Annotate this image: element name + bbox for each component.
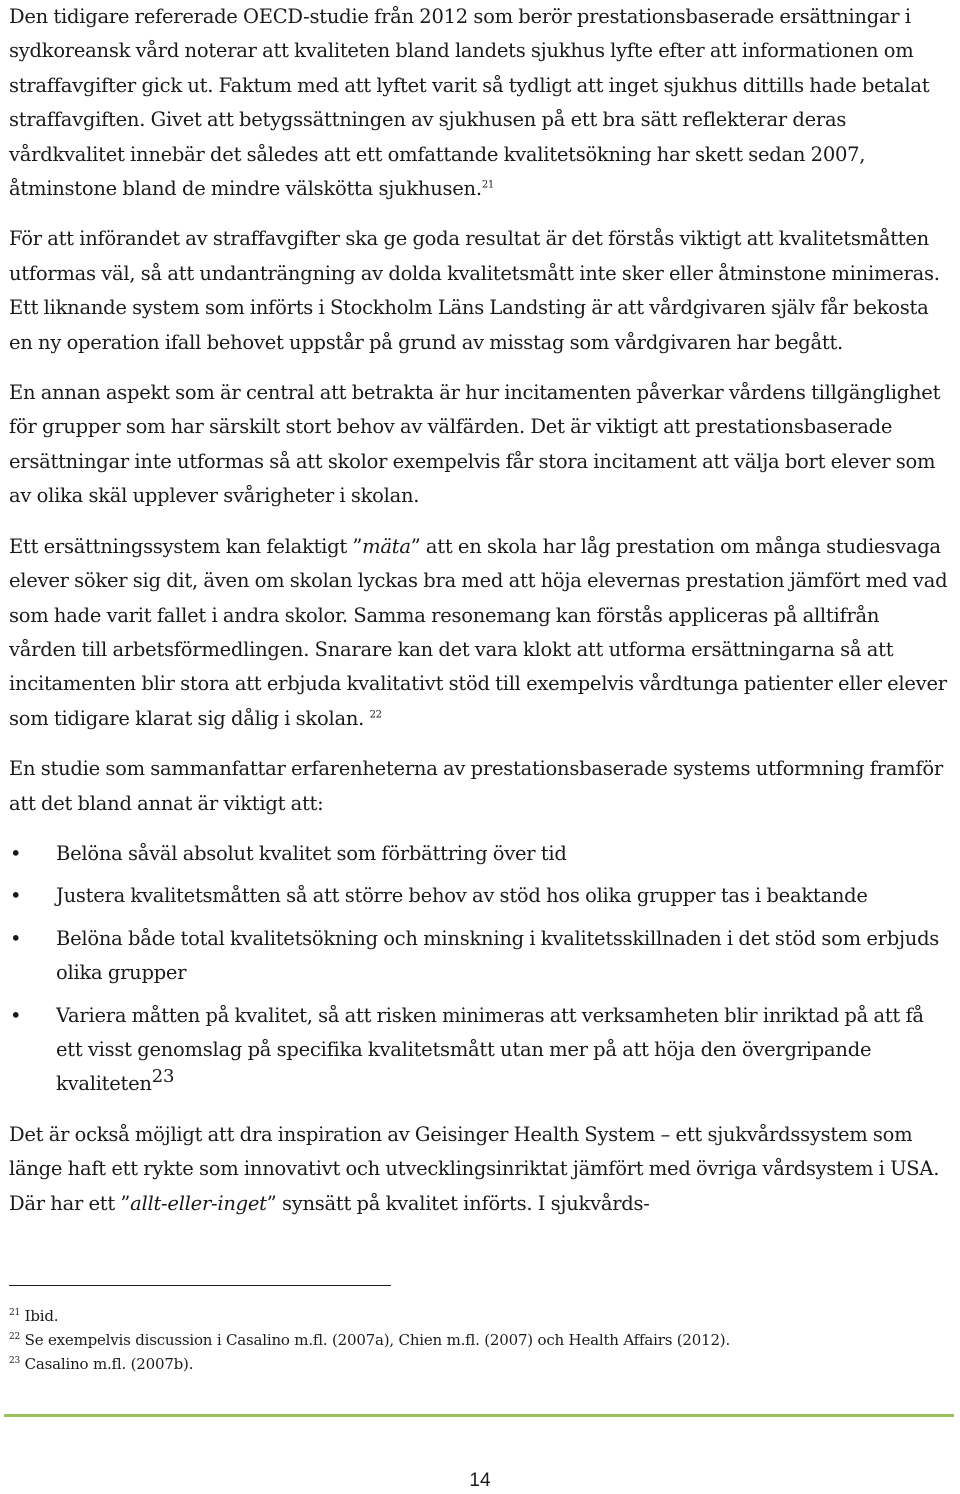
paragraph-oecd-study bbox=[9, 0, 951, 206]
footnotes bbox=[9, 1304, 909, 1376]
paragraph-penalty-fees bbox=[9, 222, 951, 360]
paragraph-text: ” att en skola har låg prestation om många studiesvaga elever söker sig dit, även om skolan lyckas bra med att höja elevernas prestation jämfört med vad som hade varit fallet i andra skolor. Samma resonemang kan förstås appliceras på alltifrån vården till arbetsförmedlingen. Snarare kan det vara klokt att utforma ersättningarna så att incitamenten blir stora att erbjuda kvalitativt stöd till exempelvis vårdtunga patienter eller elever som tidigare klarat sig dålig i skolan. bbox=[9, 534, 948, 730]
bullet-icon: • bbox=[10, 841, 22, 865]
paragraph-geisinger bbox=[9, 1118, 951, 1221]
emphasis-allt-eller-inget: allt-eller-inget bbox=[130, 1191, 267, 1215]
footnote-23 bbox=[9, 1352, 909, 1376]
footnote-divider bbox=[9, 1285, 391, 1286]
footnote-text: Ibid. bbox=[24, 1307, 59, 1325]
paragraph-study-summary bbox=[9, 752, 951, 821]
list-item bbox=[9, 999, 951, 1102]
emphasis-mata: mäta bbox=[362, 534, 411, 558]
paragraph-text: En annan aspekt som är central att betrakta är hur incitamenten påverkar vårdens tillgänglighet för grupper som har särskilt stort behov av välfärden. Det är viktigt att prestationsbaserade ersättningar inte utformas så att skolor exempelvis får stora incitament att välja bort elever som av olika skäl upplever svårigheter i skolan. bbox=[9, 381, 941, 508]
footnote-ref-23[interactable]: 23 bbox=[151, 1066, 175, 1088]
footnote-text: Casalino m.fl. (2007b). bbox=[24, 1355, 194, 1373]
footnote-ref-22[interactable]: 22 bbox=[369, 709, 382, 721]
bullet-icon: • bbox=[10, 1003, 22, 1027]
footnote-number: 21 bbox=[9, 1308, 21, 1318]
paragraph-text: För att införandet av straffavgifter ska ge goda resultat är det förstås viktigt att kvalitetsmåtten utformas väl, så att undanträngning av dolda kvalitetsmått inte sker eller åtminstone minimeras. Ett liknande system som införts i Stockholm Läns Landsting är att vårdgivaren själv får bekosta en ny operation ifall behovet uppstår på grund av misstag som vårdgivaren har begått. bbox=[9, 227, 940, 354]
page-number: 14 bbox=[469, 1470, 491, 1491]
list-item bbox=[9, 922, 951, 991]
footnote-22 bbox=[9, 1328, 909, 1352]
paragraph-text: ” synsätt på kvalitet införts. I sjukvårds- bbox=[266, 1191, 650, 1215]
bullet-list bbox=[9, 837, 951, 1102]
paragraph-text: Den tidigare refererade OECD-studie från 2012 som berör prestationsbaserade ersättningar i sydkoreansk vård noterar att kvaliteten bland landets sjukhus lyfte efter att informationen om straffavgifter gick ut. Faktum med att lyftet varit så tydligt att inget sjukhus dittills hade betalat straffavgiften. Givet att betygssättningen av sjukhusen på ett bra sätt reflekterar deras vårdkvalitet innebär det således att ett omfattande kvalitetsökning har skett sedan 2007, åtminstone bland de mindre välskötta sjukhusen. bbox=[9, 5, 930, 201]
paragraph-text: Det är också möjligt att dra inspiration av Geisinger Health System – ett sjukvårdssystem som länge haft ett rykte som innovativt och utvecklingsinriktat jämfört med övriga vårdsystem i USA. Där har ett ” bbox=[9, 1122, 940, 1215]
footnote-ref-21[interactable]: 21 bbox=[481, 179, 495, 191]
paragraph-compensation-system bbox=[9, 530, 951, 736]
footnote-21 bbox=[9, 1304, 909, 1328]
bullet-icon: • bbox=[10, 926, 22, 950]
list-item bbox=[9, 879, 951, 913]
footnote-number: 23 bbox=[9, 1356, 21, 1366]
list-item-text: Justera kvalitetsmåtten så att större behov av stöd hos olika grupper tas i beaktande bbox=[56, 884, 868, 908]
list-item bbox=[9, 837, 951, 871]
list-item-text: Belöna såväl absolut kvalitet som förbättring över tid bbox=[56, 841, 567, 865]
list-item-text: Variera måtten på kvalitet, så att risken minimeras att verksamheten blir inriktad på att få ett visst genomslag på specifika kvalitetsmått utan mer på att höja den övergripande kvaliteten bbox=[56, 1003, 924, 1096]
footnote-text: Se exempelvis discussion i Casalino m.fl. (2007a), Chien m.fl. (2007) och Health Affairs (2012). bbox=[24, 1331, 731, 1349]
paragraph-text: En studie som sammanfattar erfarenheterna av prestationsbaserade systems utformning framför att det bland annat är viktigt att: bbox=[9, 757, 943, 815]
bullet-icon: • bbox=[10, 884, 22, 908]
footer-divider bbox=[4, 1414, 954, 1417]
paragraph-text: Ett ersättningssystem kan felaktigt ” bbox=[9, 534, 363, 558]
footnote-number: 22 bbox=[9, 1332, 21, 1342]
paragraph-accessibility bbox=[9, 376, 951, 514]
document-body bbox=[9, 0, 951, 1237]
list-item-text: Belöna både total kvalitetsökning och minskning i kvalitetsskillnaden i det stöd som erbjuds olika grupper bbox=[56, 926, 940, 985]
